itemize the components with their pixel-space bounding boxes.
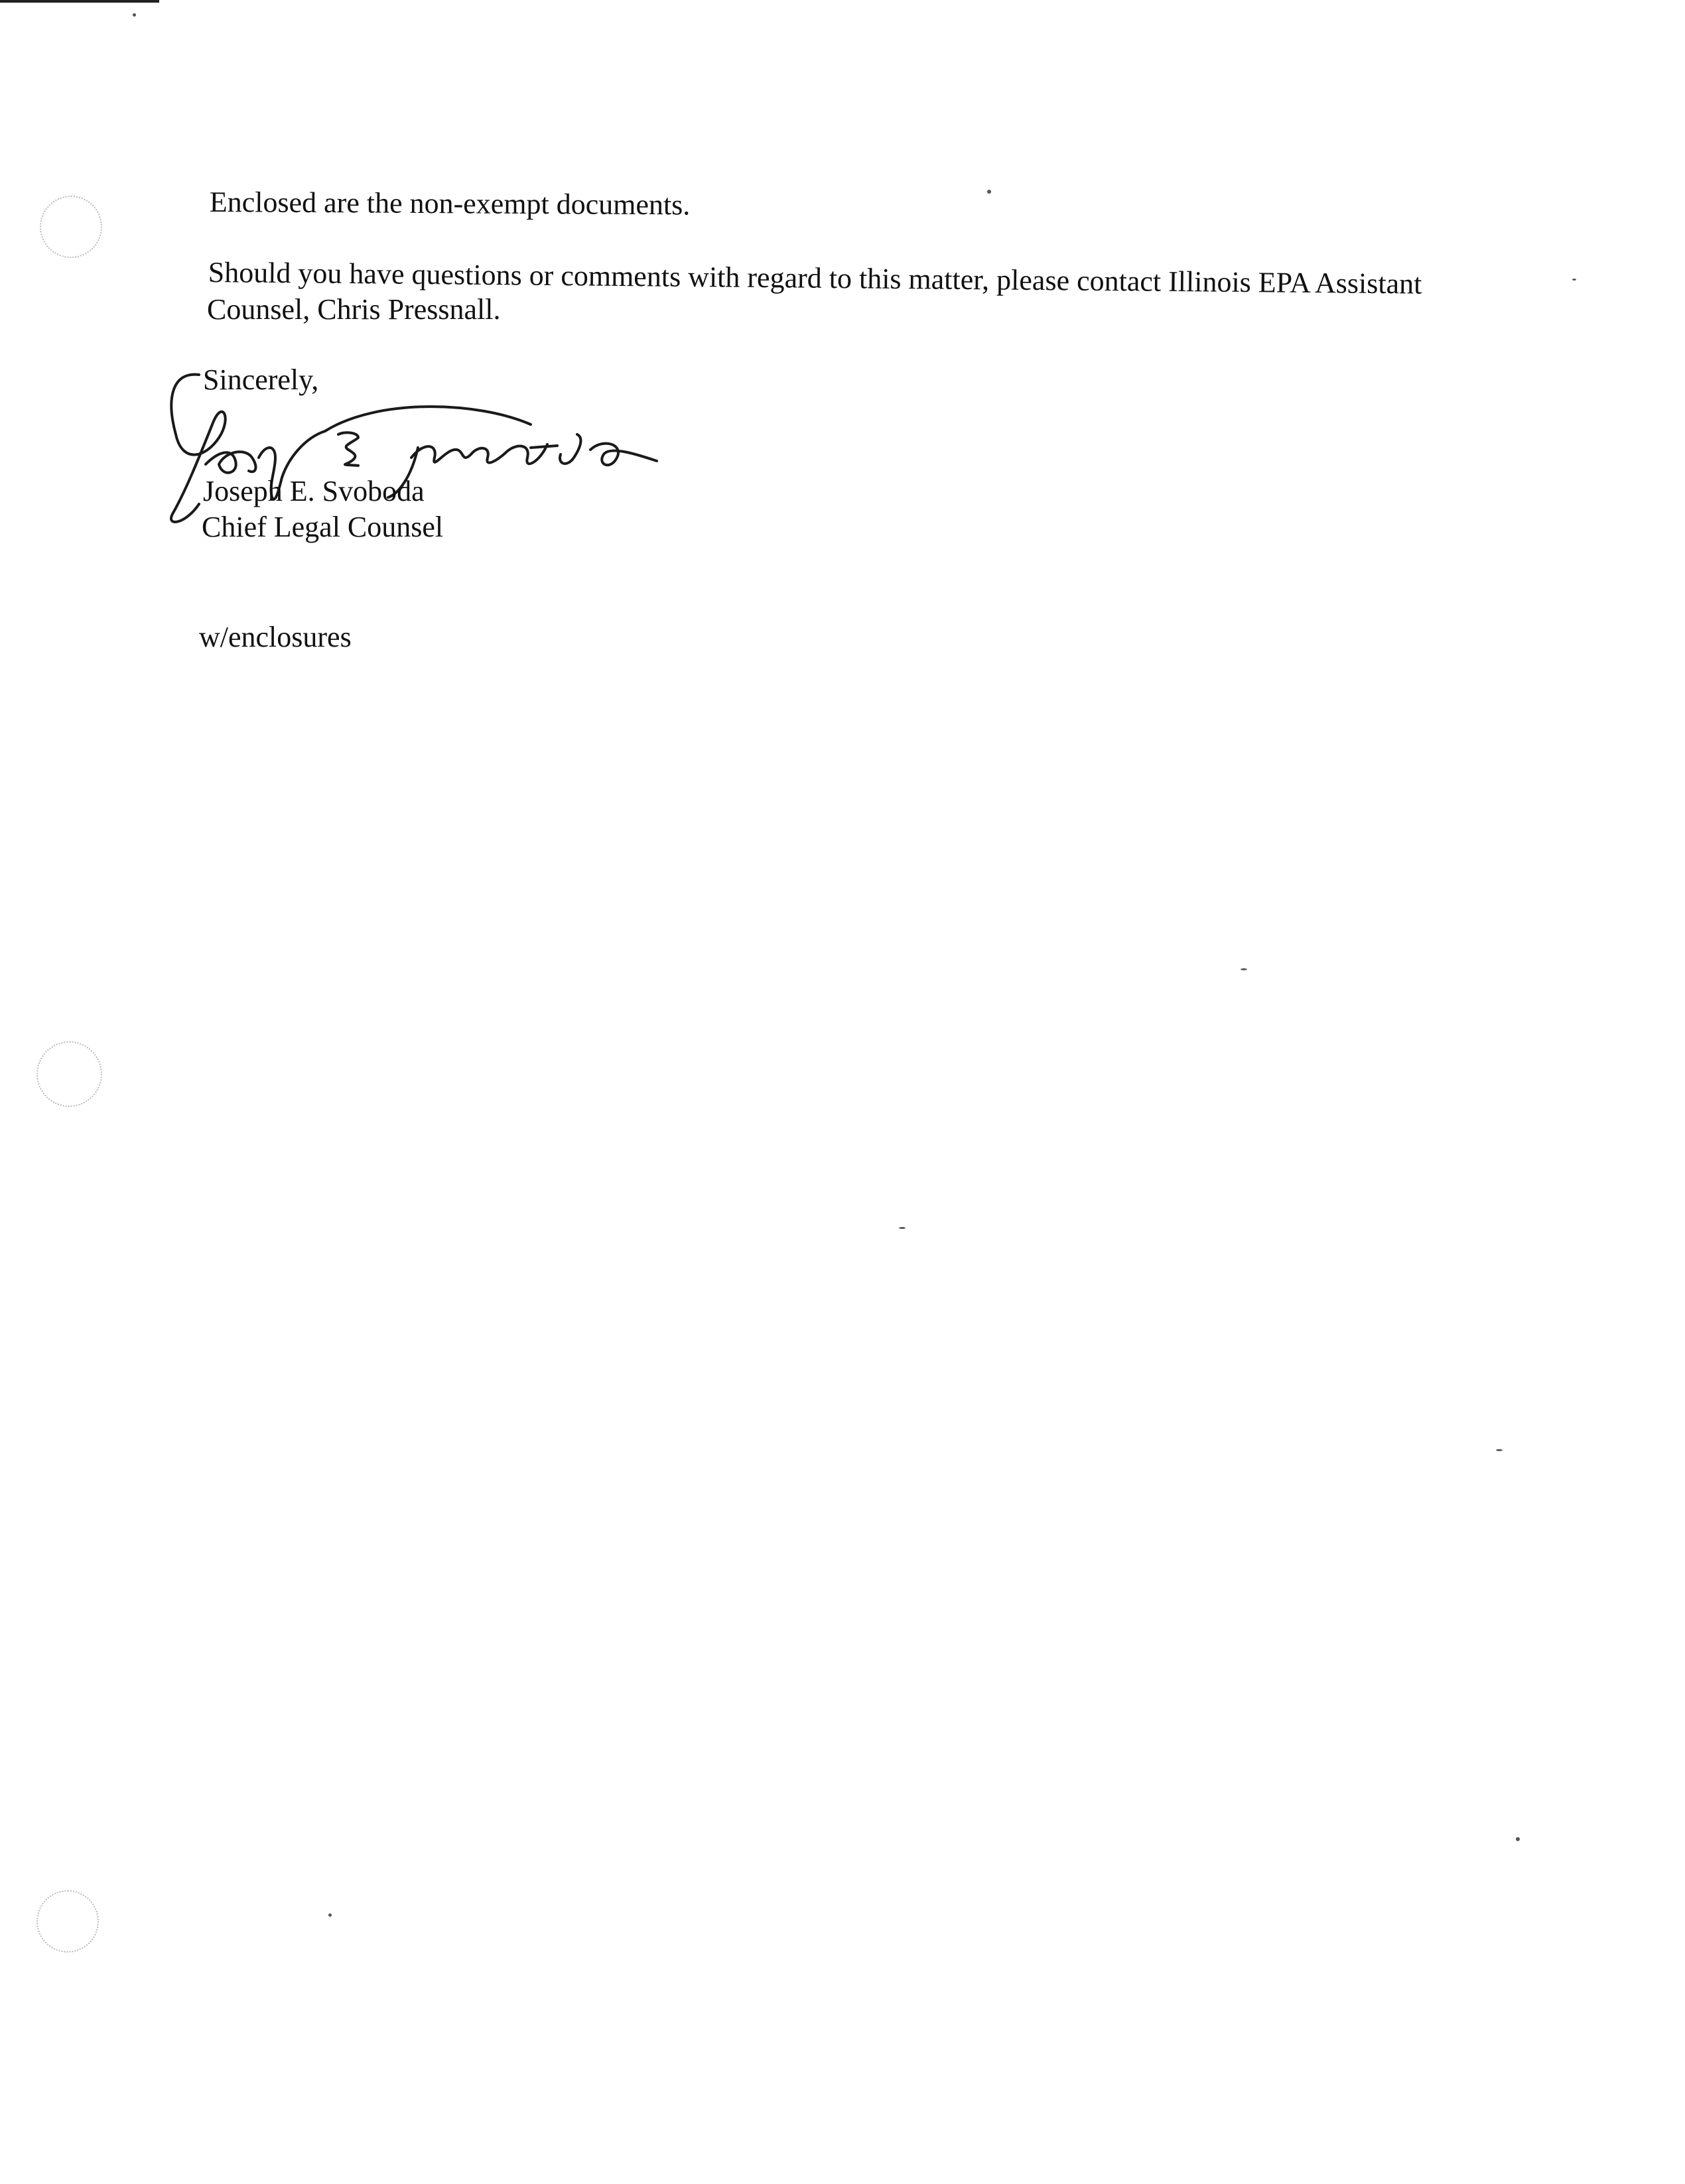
speck bbox=[1516, 1837, 1520, 1841]
punch-hole-bottom bbox=[36, 1890, 99, 1953]
speck bbox=[328, 1913, 332, 1917]
signer-title: Chief Legal Counsel bbox=[202, 511, 444, 543]
speck bbox=[987, 190, 991, 194]
enclosure-note: w/enclosures bbox=[199, 621, 352, 653]
closing-salutation: Sincerely, bbox=[203, 363, 319, 396]
punch-hole-top bbox=[40, 196, 102, 258]
speck bbox=[899, 1227, 906, 1229]
punch-hole-middle bbox=[36, 1041, 102, 1107]
paragraph-questions-continued: Counsel, Chris Pressnall. bbox=[207, 293, 501, 326]
speck bbox=[1572, 279, 1576, 281]
paragraph-questions: Should you have questions or comments with regard to this matter, please contact Illinois EPA Assistant bbox=[208, 255, 1422, 300]
scan-edge-mark bbox=[0, 0, 159, 3]
paragraph-enclosed: Enclosed are the non-exempt documents. bbox=[209, 185, 691, 222]
speck bbox=[1496, 1449, 1503, 1451]
speck bbox=[133, 13, 136, 17]
speck bbox=[1241, 968, 1247, 970]
signer-name: Joseph E. Svoboda bbox=[203, 475, 425, 507]
